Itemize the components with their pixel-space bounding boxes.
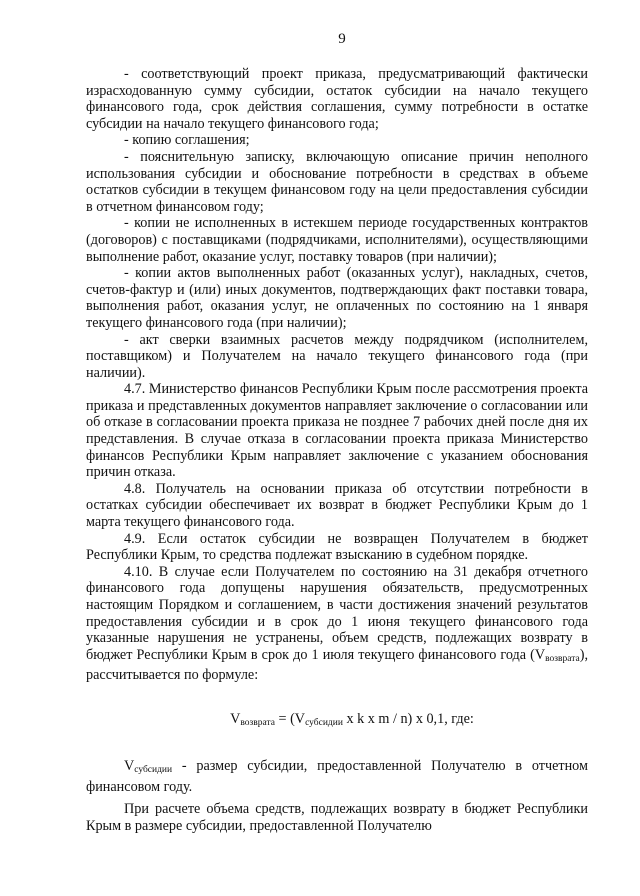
paragraph-definition <box>86 758 588 795</box>
paragraph-acts-copies: - копии актов выполненных работ (оказанных услуг), накладных, счетов, счетов-фактур и (или) иных документов, подтверждающих факт поставки товара, выполнения работ, оказания услуг, не оплаченных по состоянию на 1 января текущего финансового года (при наличии); <box>86 265 588 331</box>
definition-text: - размер субсидии, предоставленной Получателю в отчетном финансовом году. <box>86 757 588 795</box>
paragraph-reconciliation-act: - акт сверки взаимных расчетов между подрядчиком (исполнителем, поставщиком) и Получателем на начало текущего финансового года (при наличии). <box>86 331 588 381</box>
formula-sub-right: субсидии <box>305 717 343 728</box>
paragraph-4-10 <box>86 564 588 684</box>
formula-sub-left: возврата <box>240 717 275 728</box>
paragraph-4-10-text: 4.10. В случае если Получателем по состоянию на 31 декабря отчетного финансового года допущены нарушения обязательств, предусмотренных настоящим Порядком и соглашением, в части достижения значений результатов предоставления субсидии и в срок до 1 июня текущего финансового года указанные нарушения не устранены, объем средств, подлежащих возврату в бюджет Республики Крым в срок до 1 июля текущего финансового года (V <box>86 563 588 663</box>
paragraph-project-order: - соответствующий проект приказа, предусматривающий фактически израсходованную сумму субсидии, остаток субсидии на начало текущего финансового года, срок действия соглашения, сумму потребности в остатке субсидии на начало текущего финансового года; <box>86 66 588 132</box>
paragraph-explanatory-note: - пояснительную записку, включающую описание причин неполного использования субсидии и обоснование потребности в средствах в объеме остатков субсидии в текущем финансовом году на цели предоставления субсидии в отчетном финансовом году; <box>86 148 588 215</box>
definition-v: V <box>124 757 135 774</box>
paragraph-4-10-tail: ), рассчитывается по формуле: <box>86 646 588 684</box>
paragraph-4-10-subscript: возврата <box>545 653 580 664</box>
formula-mid: = (V <box>274 710 306 727</box>
formula-rest: x k x m / n) x 0,1, где: <box>342 710 474 727</box>
definition-subscript: субсидии <box>134 764 173 775</box>
paragraph-4-7: 4.7. Министерство финансов Республики Крым после рассмотрения проекта приказа и представленных документов направляет заключение о согласовании или об отказе в согласовании проекта приказа не позднее 7 рабочих дней после дня их представления. В случае отказа в согласовании проекта приказа Министерство финансов Республики Крым направляет заключение с указанием обоснования причин отказа. <box>86 381 588 481</box>
paragraph-agreement-copy: - копию соглашения; <box>124 132 250 149</box>
paragraph-4-8: 4.8. Получатель на основании приказа об отсутствии потребности в остатках субсидии обеспечивает их возврат в бюджет Республики Крым до 1 марта текущего финансового года. <box>86 480 588 531</box>
return-formula <box>86 710 588 732</box>
paragraph-final: При расчете объема средств, подлежащих возврату в бюджет Республики Крым в размере субсидии, предоставленной Получателю <box>86 801 588 834</box>
formula-v: V <box>230 710 241 727</box>
page-number: 9 <box>338 31 346 47</box>
paragraph-4-9: 4.9. Если остаток субсидии не возвращен Получателем в бюджет Республики Крым, то средства подлежат взысканию в судебном порядке. <box>86 530 588 564</box>
paragraph-contract-copies: - копии не исполненных в истекшем периоде государственных контрактов (договоров) с поставщиками (подрядчиками, исполнителями), осуществляющими выполнение работ, оказание услуг, поставку товаров (при наличии); <box>86 215 588 265</box>
